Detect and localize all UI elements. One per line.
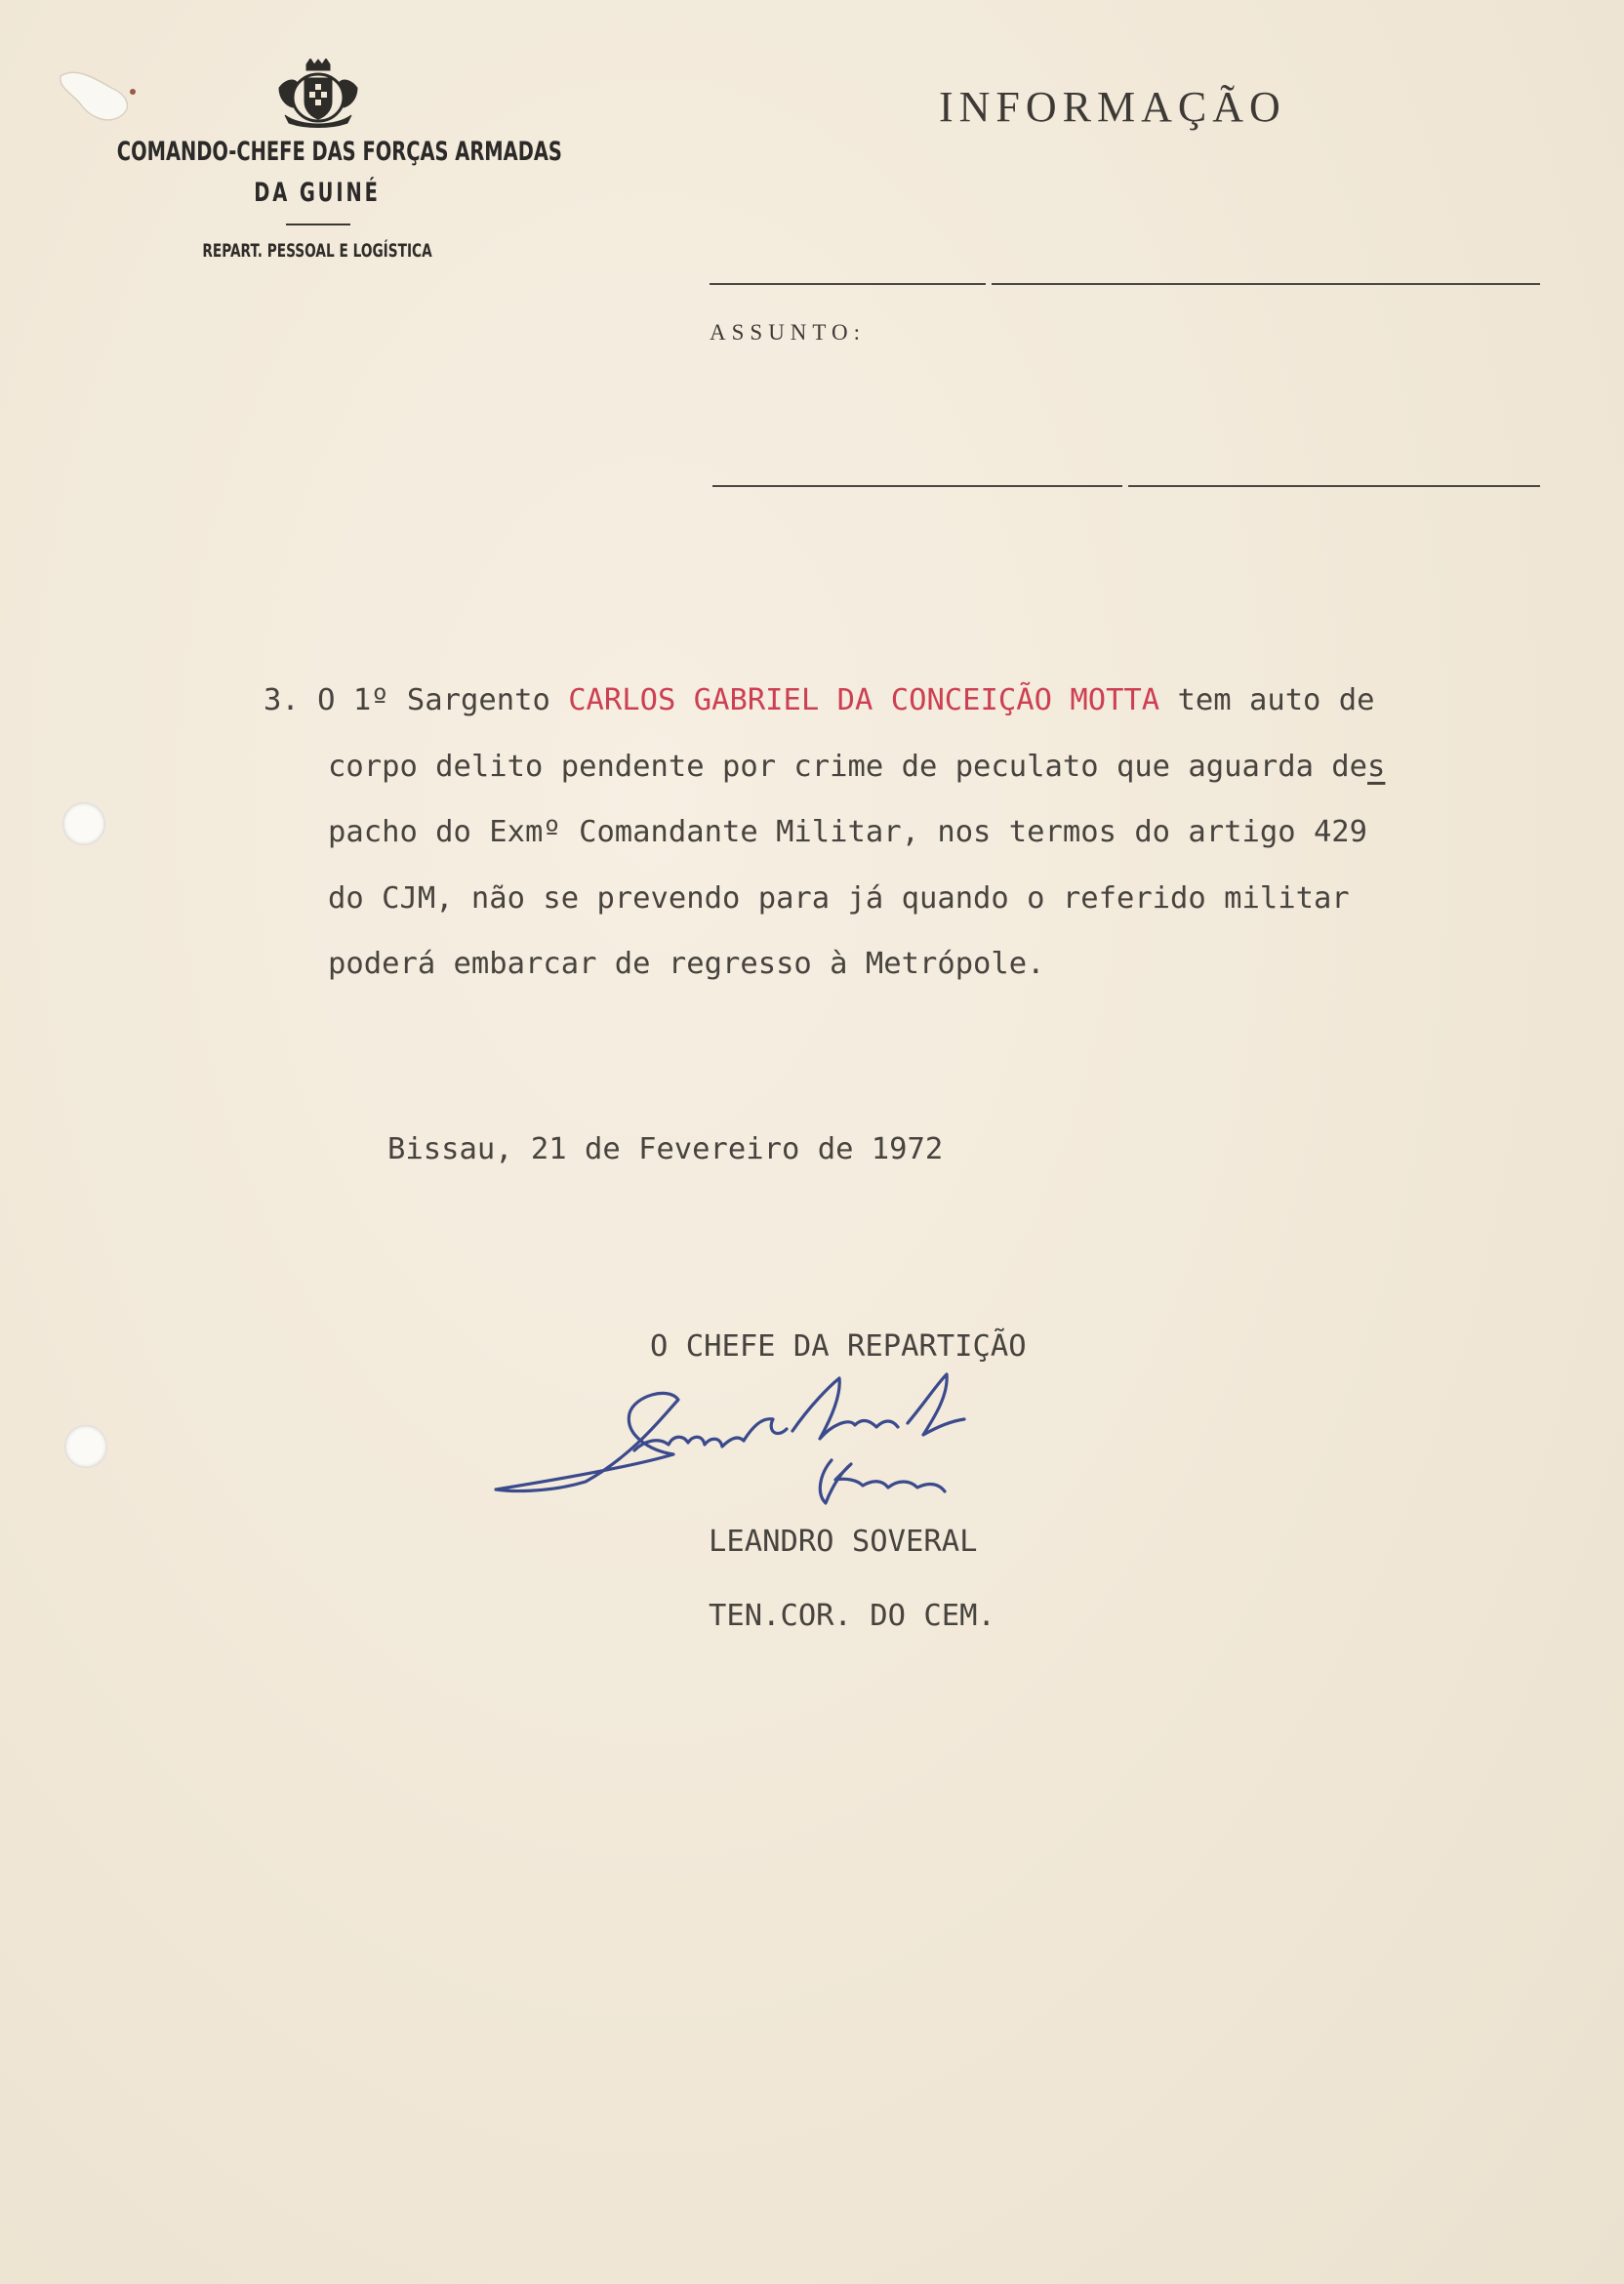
paragraph-number: 3. bbox=[264, 683, 300, 717]
form-title: INFORMAÇÃO bbox=[939, 83, 1286, 131]
subject-label: ASSUNTO: bbox=[710, 320, 867, 345]
handwritten-signature-icon bbox=[488, 1357, 1122, 1523]
letterhead-divider bbox=[286, 224, 350, 225]
department-name: REPART. PESSOAL E LOGÍSTICA bbox=[202, 240, 432, 262]
subject-rule bbox=[1128, 485, 1540, 487]
organization-location: DA GUINÉ bbox=[254, 178, 381, 208]
body-line: 3. O 1º Sargento CARLOS GABRIEL DA CONCEIÇÃO MOTTA tem auto de bbox=[264, 683, 1375, 717]
sergeant-name: CARLOS GABRIEL DA CONCEIÇÃO MOTTA bbox=[568, 683, 1160, 717]
body-line: pacho do Exmº Comandante Militar, nos termos do artigo 429 bbox=[328, 815, 1368, 849]
punch-hole bbox=[64, 1425, 107, 1468]
body-line: corpo delito pendente por crime de peculato que aguarda des bbox=[328, 749, 1386, 784]
signatory-rank: TEN.COR. DO CEM. bbox=[709, 1599, 995, 1633]
torn-corner-mark bbox=[51, 59, 139, 129]
form-rule bbox=[992, 283, 1540, 285]
subject-rule bbox=[712, 485, 1122, 487]
body-line: do CJM, não se prevendo para já quando o referido militar bbox=[328, 880, 1350, 916]
dateline: Bissau, 21 de Fevereiro de 1972 bbox=[387, 1132, 944, 1166]
signatory-name: LEANDRO SOVERAL bbox=[709, 1525, 978, 1559]
punch-hole bbox=[62, 802, 105, 845]
organization-name: COMANDO-CHEFE DAS FORÇAS ARMADAS bbox=[116, 137, 562, 167]
coat-of-arms-icon bbox=[271, 59, 365, 129]
body-paragraph bbox=[264, 668, 1385, 998]
form-rule bbox=[710, 283, 986, 285]
body-line: poderá embarcar de regresso à Metrópole. bbox=[328, 947, 1045, 981]
signatory-title: O CHEFE DA REPARTIÇÃO bbox=[650, 1329, 1027, 1364]
